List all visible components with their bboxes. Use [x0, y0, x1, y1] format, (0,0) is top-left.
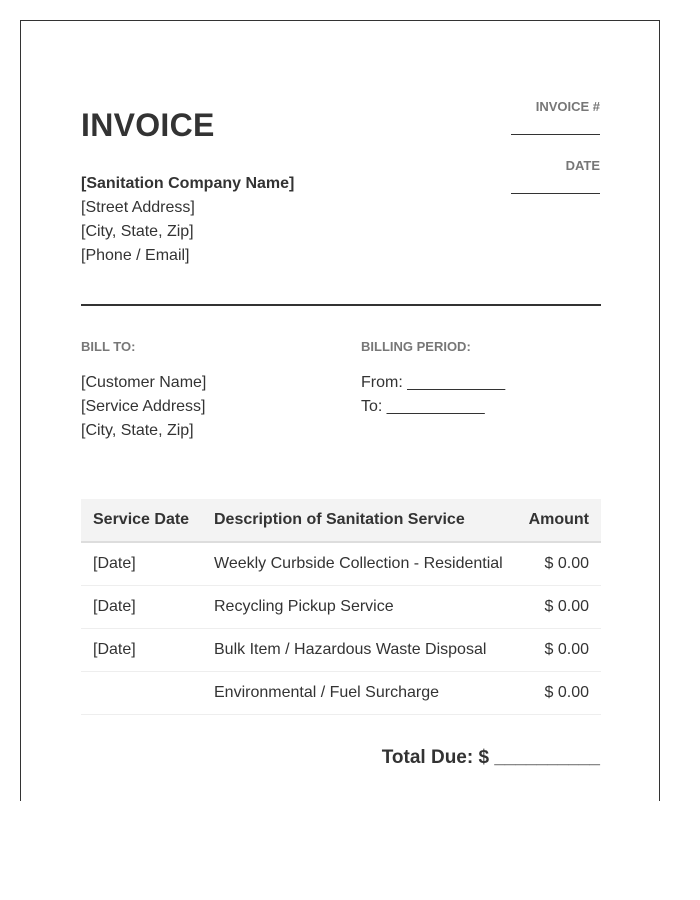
billing-period-from: From: ___________: [361, 374, 506, 391]
row-date: [Date]: [93, 598, 136, 615]
header-service-date: Service Date: [93, 511, 190, 528]
table-row: [81, 543, 601, 586]
date-field[interactable]: [511, 193, 600, 194]
row-amount: $ 0.00: [544, 555, 589, 572]
company-city: [City, State, Zip]: [81, 223, 194, 240]
header-divider: [81, 304, 601, 306]
invoice-number-field[interactable]: [511, 134, 600, 135]
invoice-number-label: INVOICE #: [535, 99, 600, 114]
company-contact: [Phone / Email]: [81, 247, 190, 264]
bill-to-label: BILL TO:: [81, 339, 136, 354]
row-description: Environmental / Fuel Surcharge: [214, 684, 439, 701]
customer-city: [City, State, Zip]: [81, 422, 194, 439]
header-description: Description of Sanitation Service: [214, 511, 465, 528]
header-amount: Amount: [528, 511, 589, 528]
table-header: [81, 499, 601, 543]
row-amount: $ 0.00: [544, 641, 589, 658]
customer-name: [Customer Name]: [81, 374, 207, 391]
company-street: [Street Address]: [81, 199, 195, 216]
row-description: Bulk Item / Hazardous Waste Disposal: [214, 641, 487, 658]
row-amount: $ 0.00: [544, 598, 589, 615]
row-description: Weekly Curbside Collection - Residential: [214, 555, 503, 572]
table-row: [81, 672, 601, 715]
total-due: Total Due: $ __________: [381, 747, 600, 768]
row-description: Recycling Pickup Service: [214, 598, 394, 615]
row-date: [Date]: [93, 555, 136, 572]
company-name: [Sanitation Company Name]: [81, 175, 295, 192]
invoice-title: INVOICE: [81, 107, 215, 143]
row-date: [Date]: [93, 641, 136, 658]
billing-period-to: To: ___________: [361, 398, 485, 415]
billing-period-label: BILLING PERIOD:: [361, 339, 471, 354]
table-row: [81, 586, 601, 629]
row-amount: $ 0.00: [544, 684, 589, 701]
table-row: [81, 629, 601, 672]
services-table: [81, 499, 601, 715]
service-address: [Service Address]: [81, 398, 206, 415]
invoice-page: [20, 20, 660, 801]
date-label: DATE: [565, 158, 600, 173]
